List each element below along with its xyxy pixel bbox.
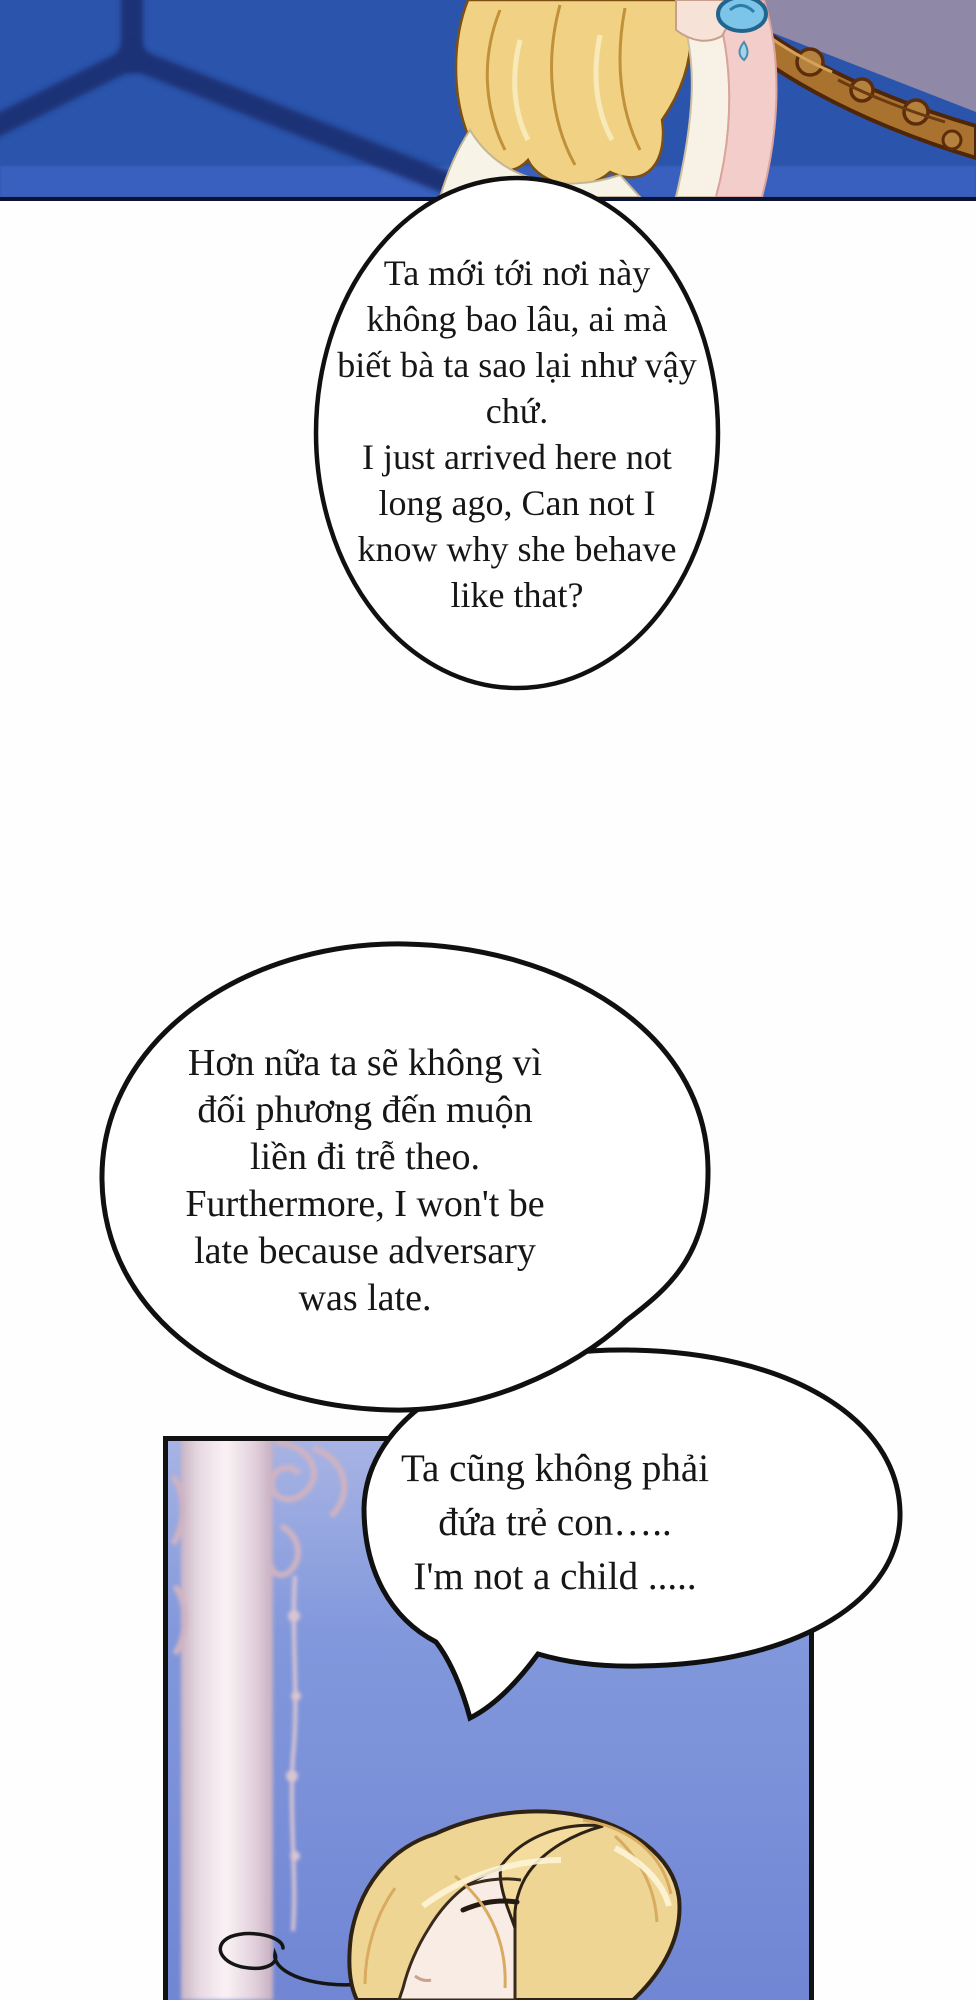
speech-bubble-3-text xyxy=(375,1442,735,1604)
bubble-line: Ta cũng không phải xyxy=(400,1447,710,1490)
bubble-line: Ta mới tới nơi này xyxy=(383,253,651,293)
bubble-line: liền đi trễ theo. xyxy=(249,1136,481,1178)
bubble-line: chứ. xyxy=(485,391,549,431)
bubble-line: Hơn nữa ta sẽ không vì xyxy=(187,1042,543,1084)
speech-bubble-2-text xyxy=(95,1040,635,1322)
bubble-line: biết bà ta sao lại như vậy xyxy=(337,345,697,385)
bubble-line: late because adversary xyxy=(194,1230,536,1272)
bubble-line: was late. xyxy=(298,1277,432,1319)
bubble-line: like that? xyxy=(450,575,584,615)
bubble-line: know why she behave xyxy=(357,529,677,569)
bubble-line: đứa trẻ con….. xyxy=(438,1501,672,1544)
bubble-line: đối phương đến muộn xyxy=(197,1089,533,1131)
bubble-line: không bao lâu, ai mà xyxy=(366,299,668,339)
bubble-line: I'm not a child ..... xyxy=(413,1555,697,1598)
speech-bubble-1-text xyxy=(317,250,717,618)
bubble-line: I just arrived here not xyxy=(362,437,672,477)
bubble-line: Furthermore, I won't be xyxy=(185,1183,545,1225)
bubble-line: long ago, Can not I xyxy=(378,483,656,523)
